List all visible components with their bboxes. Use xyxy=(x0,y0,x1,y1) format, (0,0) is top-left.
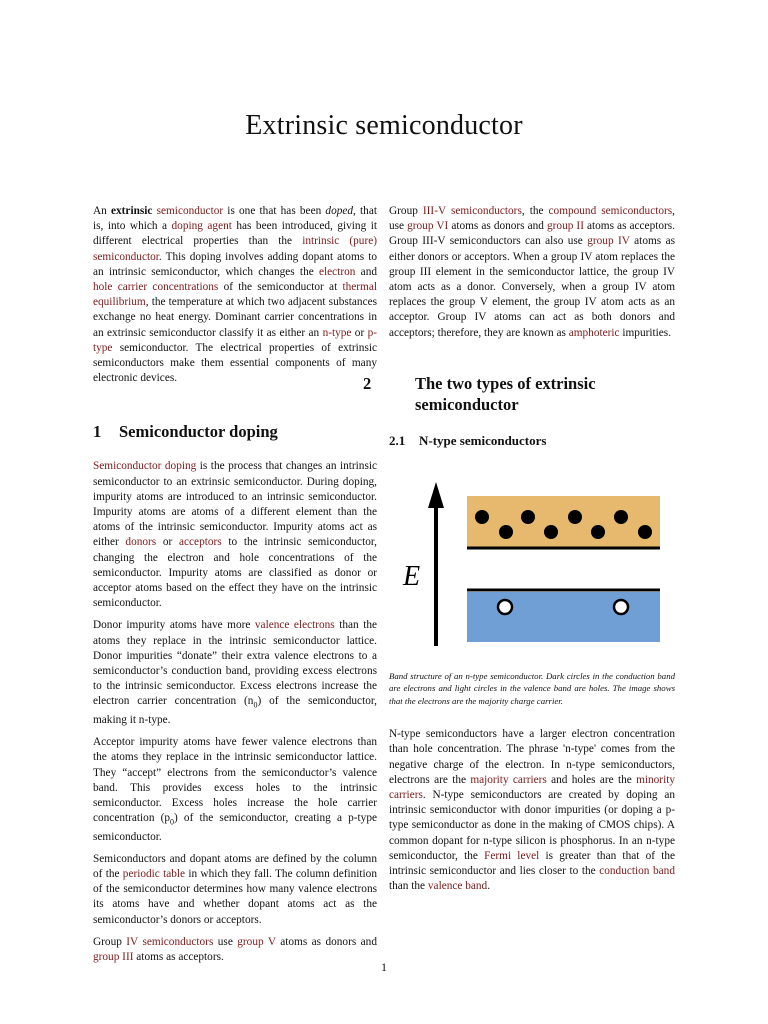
text-run: and xyxy=(355,265,377,278)
inline-link[interactable]: conduction band xyxy=(599,865,675,878)
text-run: N-type semiconductors have a larger electron concentration than hole concentration. The phrase 'n-type' comes from the negative charge of the electron. In n-type semiconductors, electrons are the xyxy=(389,728,675,786)
text-run: is the process that changes an intrinsic semiconductor to an extrinsic semiconductor. During doping, impurity atoms are introduced to an intrinsic semiconductor. Impurity atoms are atoms of a different element than the atoms of the intrinsic semiconductor. Impurity atoms act as either xyxy=(93,460,377,549)
text-run: Donor impurity atoms have more xyxy=(93,619,255,632)
text-run: is greater than that of the intrinsic semiconductor and lies closer to the xyxy=(389,849,676,878)
body-paragraph xyxy=(93,618,377,728)
inline-link[interactable]: IV semiconductors xyxy=(126,935,214,948)
inline-link[interactable]: electron xyxy=(319,265,356,278)
text-run: than the xyxy=(389,880,428,893)
text-run: atoms as donors and xyxy=(275,935,377,948)
electron xyxy=(568,510,582,524)
inline-link[interactable]: periodic table xyxy=(122,868,186,881)
left-column xyxy=(93,204,377,972)
inline-link[interactable]: minority carriers xyxy=(389,773,675,802)
electron xyxy=(591,525,605,539)
page-title: Extrinsic semiconductor xyxy=(245,110,523,141)
subsection-number: 2.1 xyxy=(389,432,406,448)
text-run: has been introduced, giving it different electrical properties than the xyxy=(93,220,377,248)
energy-axis-label: E xyxy=(403,561,421,593)
text-run: atoms as donors and xyxy=(448,220,548,233)
inline-link[interactable]: valence band xyxy=(427,880,488,893)
energy-axis-arrowhead xyxy=(428,482,444,508)
section-title: Semiconductor doping xyxy=(119,422,278,442)
inline-link[interactable]: Fermi level xyxy=(484,849,540,862)
text-run: to the intrinsic semiconductor, changing the electron and hole concentrations of the semiconductor. Impurity atoms are classified as donor or acceptor atoms based on the effect they have on the intrinsic semiconductor. xyxy=(93,536,377,610)
text-run: ) of the semiconductor, making it n-type. xyxy=(93,695,377,726)
section-number: 2 xyxy=(363,373,372,393)
text-run: or xyxy=(156,536,180,549)
section-1-heading-block xyxy=(93,421,377,442)
text-run: Acceptor impurity atoms have fewer valence electrons than the atoms they replace in the intrinsic semiconductor lattice. They “accept” electrons from the semiconductor’s valence band. This provides excess holes to the intrinsic semiconductor. Excess holes increase the hole carrier concentration (p xyxy=(93,736,377,825)
subsection-heading xyxy=(389,433,675,448)
electron xyxy=(638,525,652,539)
inline-link[interactable]: group VI xyxy=(407,220,449,233)
inline-link[interactable]: majority carriers xyxy=(470,773,547,786)
text-run: use xyxy=(213,935,238,948)
text-run: or xyxy=(351,326,368,339)
text-run: impurities. xyxy=(619,326,672,339)
subscript: 0 xyxy=(170,817,175,827)
section-title: The two types of extrinsic semiconductor xyxy=(415,373,596,414)
text-run: . N-type semiconductors are created by doping an intrinsic semiconductor with donor impurities (or doping a p-type semiconductor as done in the making of CMOS chips). A common dopant for n-type silicon is phosphorus. In an n-type semiconductor, the xyxy=(389,789,675,862)
inline-link[interactable]: intrinsic (pure) semiconductor xyxy=(93,235,377,263)
band-diagram xyxy=(389,482,675,652)
inline-link[interactable]: III-V semiconductors xyxy=(422,205,522,217)
inline-link[interactable]: compound semiconductors xyxy=(548,205,673,217)
text-run: Group xyxy=(389,205,423,217)
electron xyxy=(544,525,558,539)
subscript: 0 xyxy=(253,700,258,710)
inline-link[interactable]: thermal equilibrium xyxy=(93,281,377,309)
hole xyxy=(614,600,628,614)
inline-link[interactable]: valence electrons xyxy=(254,619,335,632)
text-run: in which they fall. The column definition of the semiconductor determines how many valence electrons its atoms have and whether dopant atoms act as the semiconductor’s donors or acceptors. xyxy=(93,868,377,926)
text-run: , the temperature at which two adjacent substances exchange no heat energy. Dominant carrier concentrations in an extrinsic semiconductor classify it as either an xyxy=(93,296,377,339)
conduction-band xyxy=(467,496,660,548)
hole xyxy=(498,600,512,614)
text-run: An xyxy=(93,205,111,217)
page-number: 1 xyxy=(381,960,387,974)
band-diagram-figure xyxy=(389,482,675,652)
body-paragraph xyxy=(93,852,377,928)
section-heading xyxy=(93,421,377,442)
electron xyxy=(499,525,513,539)
inline-link[interactable]: Semiconductor doping xyxy=(93,460,197,473)
inline-link[interactable]: donors xyxy=(125,536,157,549)
valence-band xyxy=(467,592,660,642)
text-run: Group xyxy=(93,935,127,948)
inline-link[interactable]: p-type xyxy=(93,326,377,354)
electron xyxy=(614,510,628,524)
inline-link[interactable]: group IV xyxy=(587,235,630,248)
body-paragraph xyxy=(389,727,675,894)
text-run: semiconductor. The electrical properties of extrinsic semiconductors make them essential components of many electronic devices. xyxy=(93,341,377,385)
inline-link[interactable]: acceptors xyxy=(179,536,222,549)
text-run: than the atoms they replace in the intrinsic semiconductor lattice. Donor impurities “donate” their extra valence electrons to a semiconductor’s conduction band, providing excess electrons to the intrinsic semiconductor. Excess electrons increase the electron carrier concentration (n xyxy=(93,619,377,708)
text-run: ) of the semiconductor, creating a p-type semiconductor. xyxy=(93,812,377,843)
body-paragraph xyxy=(389,204,675,341)
section-heading xyxy=(363,373,675,415)
electron xyxy=(475,510,489,524)
text-run: of the semiconductor at xyxy=(218,281,343,294)
text-run: Semiconductors and dopant atoms are defined by the column of the xyxy=(93,852,377,881)
text-run: , the xyxy=(521,205,549,217)
intro-paragraph xyxy=(93,204,377,386)
inline-link[interactable]: amphoteric xyxy=(568,326,620,339)
bold-term: extrinsic xyxy=(111,205,153,217)
subsection-title: N-type semiconductors xyxy=(419,432,547,448)
section-number: 1 xyxy=(93,422,102,442)
right-column xyxy=(363,204,676,901)
figure-caption: Band structure of an n-type semiconductor. Dark circles in the conduction band are electrons and light circles in the valence band are holes. The image shows that the electrons are the majority charge carrier. xyxy=(389,671,675,706)
text-run: atoms as acceptors. Group III-V semiconductors can also use xyxy=(389,220,675,248)
inline-link[interactable]: group III xyxy=(93,951,134,964)
text-run: . This doping involves adding dopant atoms to an intrinsic semiconductor, which changes the xyxy=(93,250,377,278)
text-run: , that is, into which a xyxy=(93,205,377,233)
section-2-heading-block xyxy=(363,373,675,415)
text-run: atoms as either donors or acceptors. When a group IV atom replaces the group III element in the semiconductor lattice, the group IV atom acts as a donor. Conversely, when a group IV atom replaces the group V element, the group IV atom acts as an acceptor. Group IV atoms can act as both donors and acceptors; therefore, they are known as xyxy=(389,235,675,339)
body-paragraph xyxy=(93,459,377,611)
text-run: atoms as acceptors. xyxy=(133,951,224,964)
inline-link[interactable]: hole carrier concentrations xyxy=(93,281,219,294)
electron xyxy=(521,510,535,524)
text-run: . xyxy=(487,880,491,893)
text-run: , use xyxy=(389,205,675,233)
text-run: and holes are the xyxy=(546,773,637,786)
inline-link[interactable]: doping agent xyxy=(171,220,232,233)
inline-link[interactable]: group V xyxy=(237,935,276,948)
inline-link[interactable]: group II xyxy=(547,220,584,233)
body-paragraph xyxy=(93,735,377,845)
inline-link[interactable]: semiconductor xyxy=(156,205,224,217)
italic-term: doped xyxy=(325,205,354,217)
text-run: is one that has been xyxy=(223,205,326,217)
inline-link[interactable]: n-type xyxy=(322,326,352,339)
